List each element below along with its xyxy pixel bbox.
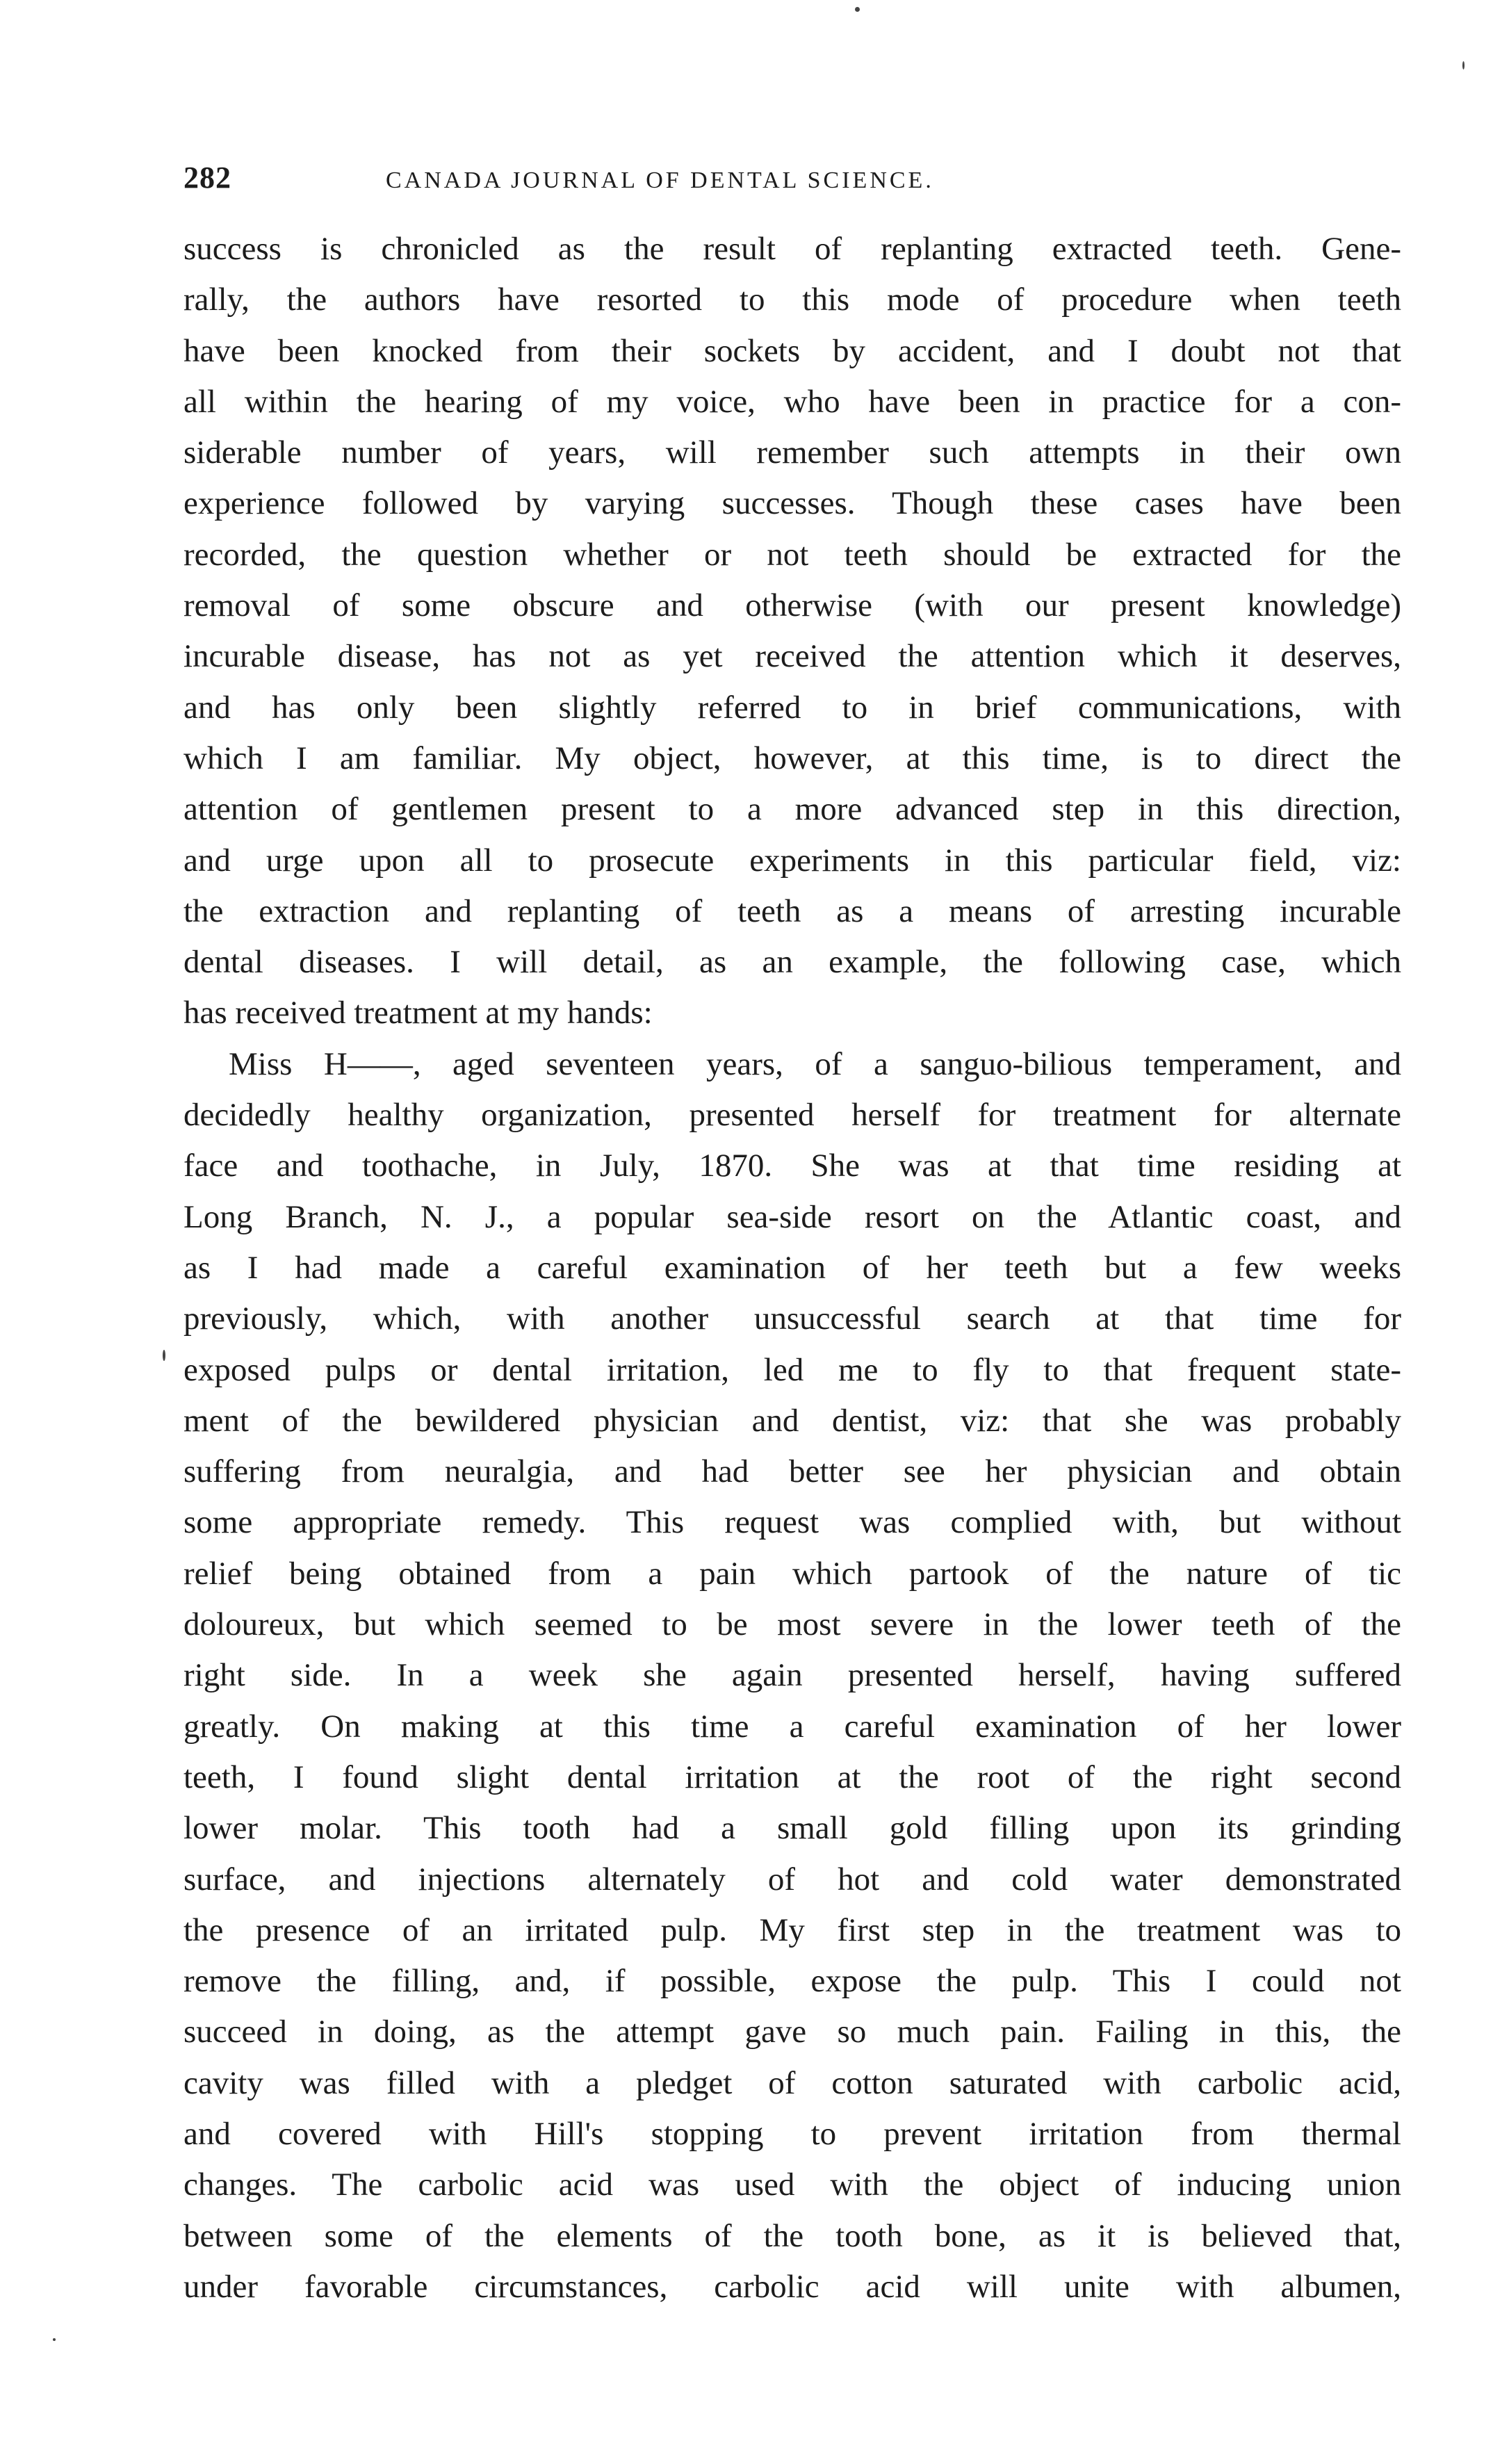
text-line: and covered with Hill's stopping to prevent irritation from thermal — [183, 2115, 1401, 2152]
text-line: which I am familiar. My object, however, at this time, is to direct the — [183, 740, 1401, 776]
text-line: success is chronicled as the result of replanting extracted teeth. Gene- — [183, 231, 1401, 267]
text-line: relief being obtained from a pain which partook of the nature of tic — [183, 1555, 1401, 1592]
scan-speck — [855, 7, 860, 12]
text-line: greatly. On making at this time a careful examination of her lower — [183, 1708, 1401, 1745]
text-line: dental diseases. I will detail, as an example, the following case, which — [183, 944, 1401, 981]
text-line: as I had made a careful examination of her teeth but a few weeks — [183, 1249, 1401, 1286]
text-line: between some of the elements of the tooth bone, as it is believed that, — [183, 2217, 1401, 2254]
text-line: lower molar. This tooth had a small gold filling upon its grinding — [183, 1810, 1401, 1847]
scan-speck — [163, 1350, 165, 1361]
text-line: Long Branch, N. J., a popular sea-side resort on the Atlantic coast, and — [183, 1198, 1401, 1235]
text-line: under favorable circumstances, carbolic acid will unite with albumen, — [183, 2268, 1401, 2305]
text-line: teeth, I found slight dental irritation at the root of the right second — [183, 1759, 1401, 1795]
text-line: attention of gentlemen present to a more advanced step in this direction, — [183, 791, 1401, 828]
text-line: removal of some obscure and otherwise (with our present knowledge) — [183, 587, 1401, 624]
text-line: all within the hearing of my voice, who have been in practice for a con- — [183, 383, 1401, 420]
journal-title: CANADA JOURNAL OF DENTAL SCIENCE. — [386, 168, 934, 193]
text-line: siderable number of years, will remember such attempts in their own — [183, 434, 1401, 471]
text-line: the extraction and replanting of teeth as a means of arresting incurable — [183, 892, 1401, 929]
text-line: has received treatment at my hands: — [183, 995, 653, 1031]
text-line: Miss H——, aged seventeen years, of a sanguo-bilious temperament, and — [229, 1045, 1401, 1082]
text-line: and urge upon all to prosecute experiments in this particular field, viz: — [183, 842, 1401, 879]
text-line: incurable disease, has not as yet received the attention which it deserves, — [183, 638, 1401, 675]
text-line: previously, which, with another unsuccessful search at that time for — [183, 1300, 1401, 1337]
text-line: succeed in doing, as the attempt gave so much pain. Failing in this, the — [183, 2014, 1401, 2050]
body-text — [183, 224, 1401, 2312]
text-line: suffering from neuralgia, and had better see her physician and obtain — [183, 1453, 1401, 1490]
text-line: some appropriate remedy. This request was complied with, but without — [183, 1504, 1401, 1541]
text-line: doloureux, but which seemed to be most severe in the lower teeth of the — [183, 1606, 1401, 1643]
text-line: ment of the bewildered physician and dentist, viz: that she was probably — [183, 1402, 1401, 1439]
text-line: exposed pulps or dental irritation, led me to fly to that frequent state- — [183, 1351, 1401, 1388]
text-line: and has only been slightly referred to in brief communications, with — [183, 689, 1401, 726]
page-number: 282 — [183, 161, 231, 195]
text-line: the presence of an irritated pulp. My first step in the treatment was to — [183, 1911, 1401, 1948]
text-line: right side. In a week she again presented herself, having suffered — [183, 1657, 1401, 1694]
text-line: experience followed by varying successes. Though these cases have been — [183, 485, 1401, 522]
scan-speck — [53, 2338, 56, 2341]
text-line: recorded, the question whether or not teeth should be extracted for the — [183, 536, 1401, 573]
running-header — [183, 160, 1401, 202]
text-line: surface, and injections alternately of hot and cold water demonstrated — [183, 1861, 1401, 1898]
text-line: changes. The carbolic acid was used with the object of inducing union — [183, 2167, 1401, 2203]
text-line: have been knocked from their sockets by accident, and I doubt not that — [183, 332, 1401, 369]
scan-speck — [1462, 61, 1465, 70]
text-line: face and toothache, in July, 1870. She was at that time residing at — [183, 1148, 1401, 1184]
text-line: cavity was filled with a pledget of cotton saturated with carbolic acid, — [183, 2064, 1401, 2101]
text-line: remove the filling, and, if possible, expose the pulp. This I could not — [183, 1963, 1401, 2000]
text-line: decidedly healthy organization, presented herself for treatment for alternate — [183, 1097, 1401, 1134]
text-line: rally, the authors have resorted to this mode of procedure when teeth — [183, 282, 1401, 318]
